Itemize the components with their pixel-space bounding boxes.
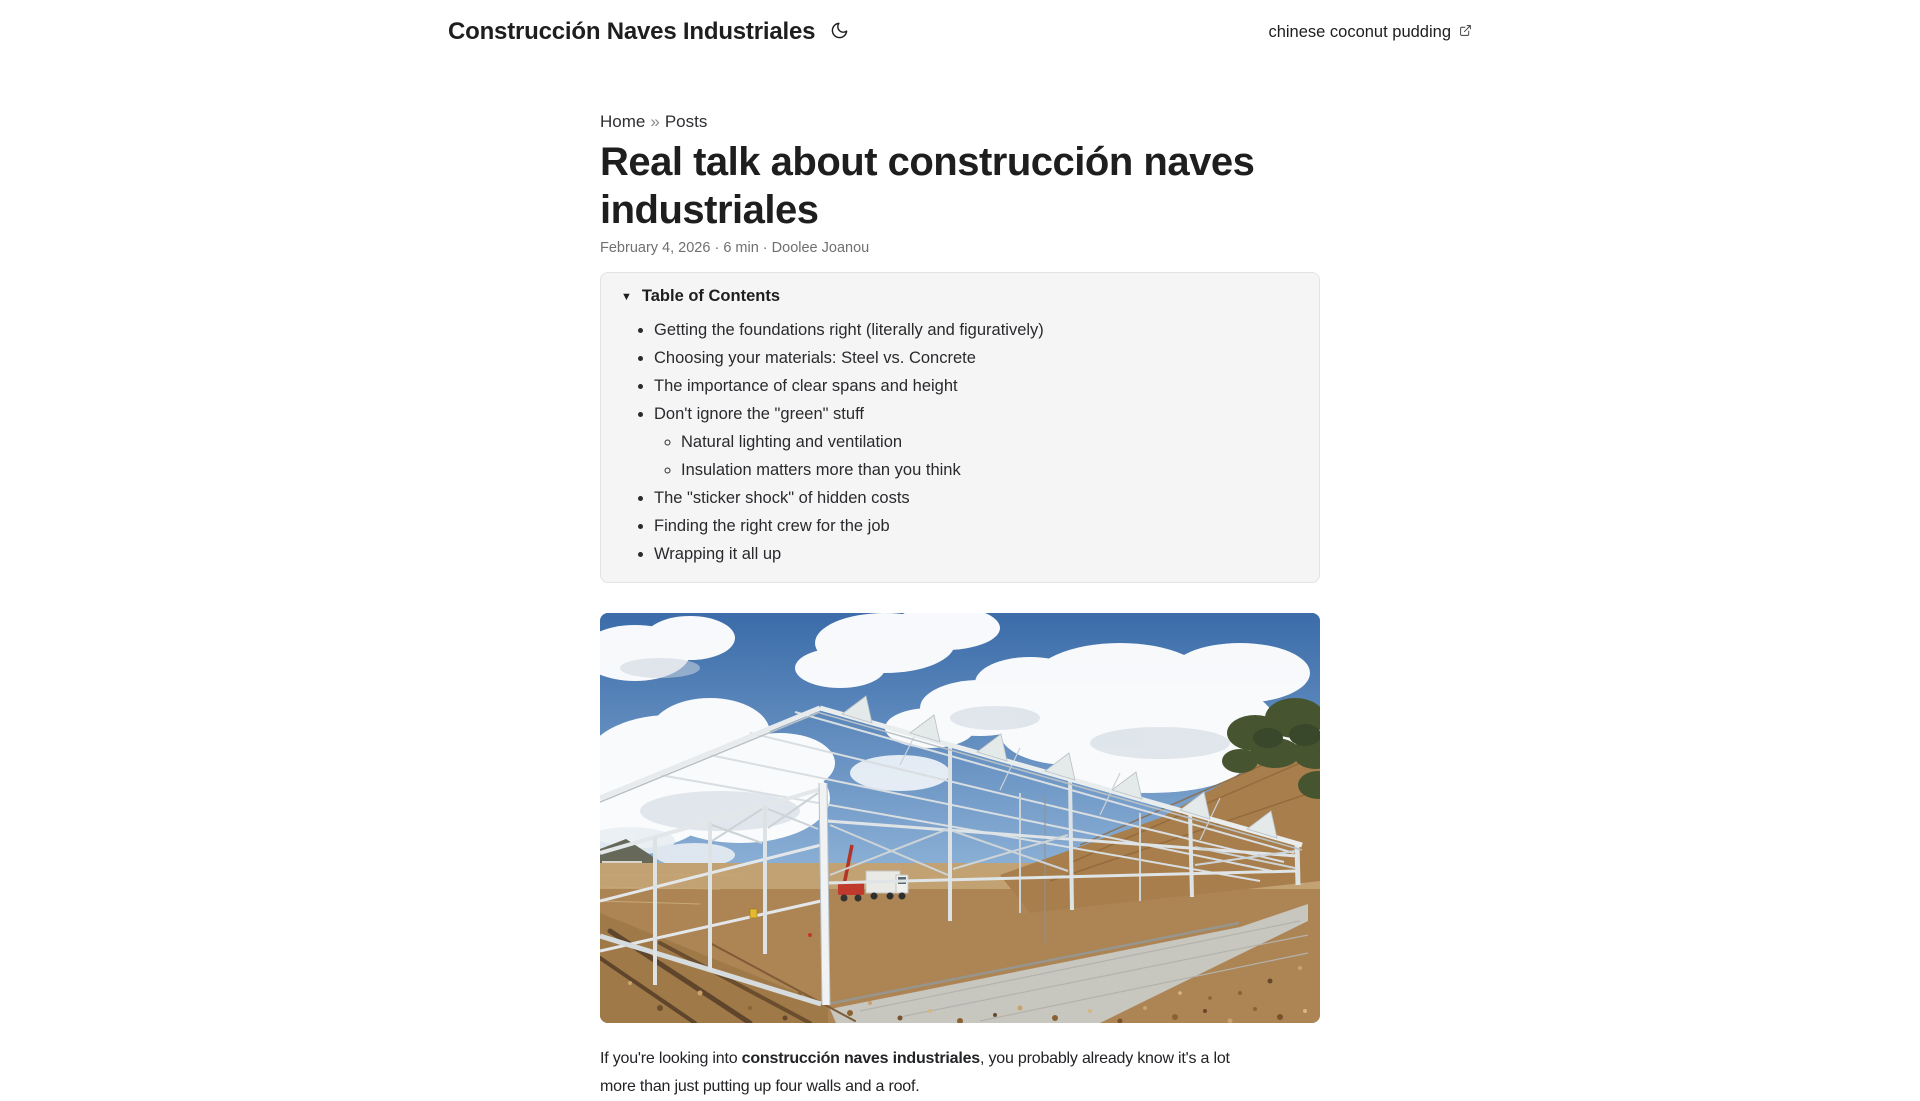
breadcrumb-home-link[interactable]: Home	[600, 112, 646, 131]
intro-paragraph-line1: If you're looking into construcción naves industriales, you probably already know it's a lot	[600, 1050, 1230, 1068]
moon-icon	[830, 21, 849, 43]
header-left-group	[448, 18, 851, 46]
breadcrumb	[600, 112, 1320, 132]
toc-item[interactable]: • Finding the right crew for the job	[654, 512, 1299, 540]
toc-item[interactable]	[654, 400, 1299, 484]
toc-item-label: Don't ignore the "green" stuff	[654, 405, 864, 424]
intro-paragraph	[600, 1045, 1320, 1101]
nav-link-label: chinese coconut pudding	[1268, 22, 1451, 41]
toc-collapse-arrow-icon: ▼	[621, 290, 632, 303]
hero-image	[600, 613, 1320, 1023]
toc-sublist	[654, 428, 1299, 484]
table-of-contents	[600, 272, 1320, 583]
toc-subitem[interactable]: ◦ Insulation matters more than you think	[681, 456, 1299, 484]
post-body	[600, 1045, 1320, 1101]
page-title-line2: industriales	[600, 188, 819, 232]
page-title-line1: Real talk about construcción naves	[600, 140, 1255, 184]
post-page	[600, 112, 1320, 1101]
toc-title: Table of Contents	[641, 287, 780, 305]
toc-item[interactable]: • Getting the foundations right (literally and figuratively)	[654, 316, 1299, 344]
site-header	[448, 0, 1472, 64]
intro-bold-keyword: construcción naves industriales	[741, 1050, 980, 1068]
toc-list	[621, 316, 1299, 568]
toc-item[interactable]: • Choosing your materials: Steel vs. Concrete	[654, 344, 1299, 372]
toc-item[interactable]: • Wrapping it all up	[654, 540, 1299, 568]
toc-subitem[interactable]: ◦ Natural lighting and ventilation	[681, 428, 1299, 456]
intro-paragraph-line2: more than just putting up four walls and a roof.	[600, 1078, 920, 1096]
external-link-icon	[1459, 28, 1472, 37]
nav-link-chinese-coconut-pudding[interactable]	[1268, 23, 1472, 42]
toc-item[interactable]: • The "sticker shock" of hidden costs	[654, 484, 1299, 512]
breadcrumb-posts-link[interactable]: Posts	[664, 112, 708, 131]
toc-summary[interactable]	[621, 287, 1299, 306]
breadcrumb-separator: »	[650, 112, 660, 131]
site-title-link[interactable]: Construcción Naves Industriales	[448, 18, 816, 45]
page-title	[600, 138, 1320, 234]
theme-toggle-button[interactable]	[828, 19, 851, 45]
post-meta: February 4, 2026 · 6 min · Doolee Joanou	[600, 240, 870, 256]
toc-item[interactable]: • The importance of clear spans and height	[654, 372, 1299, 400]
